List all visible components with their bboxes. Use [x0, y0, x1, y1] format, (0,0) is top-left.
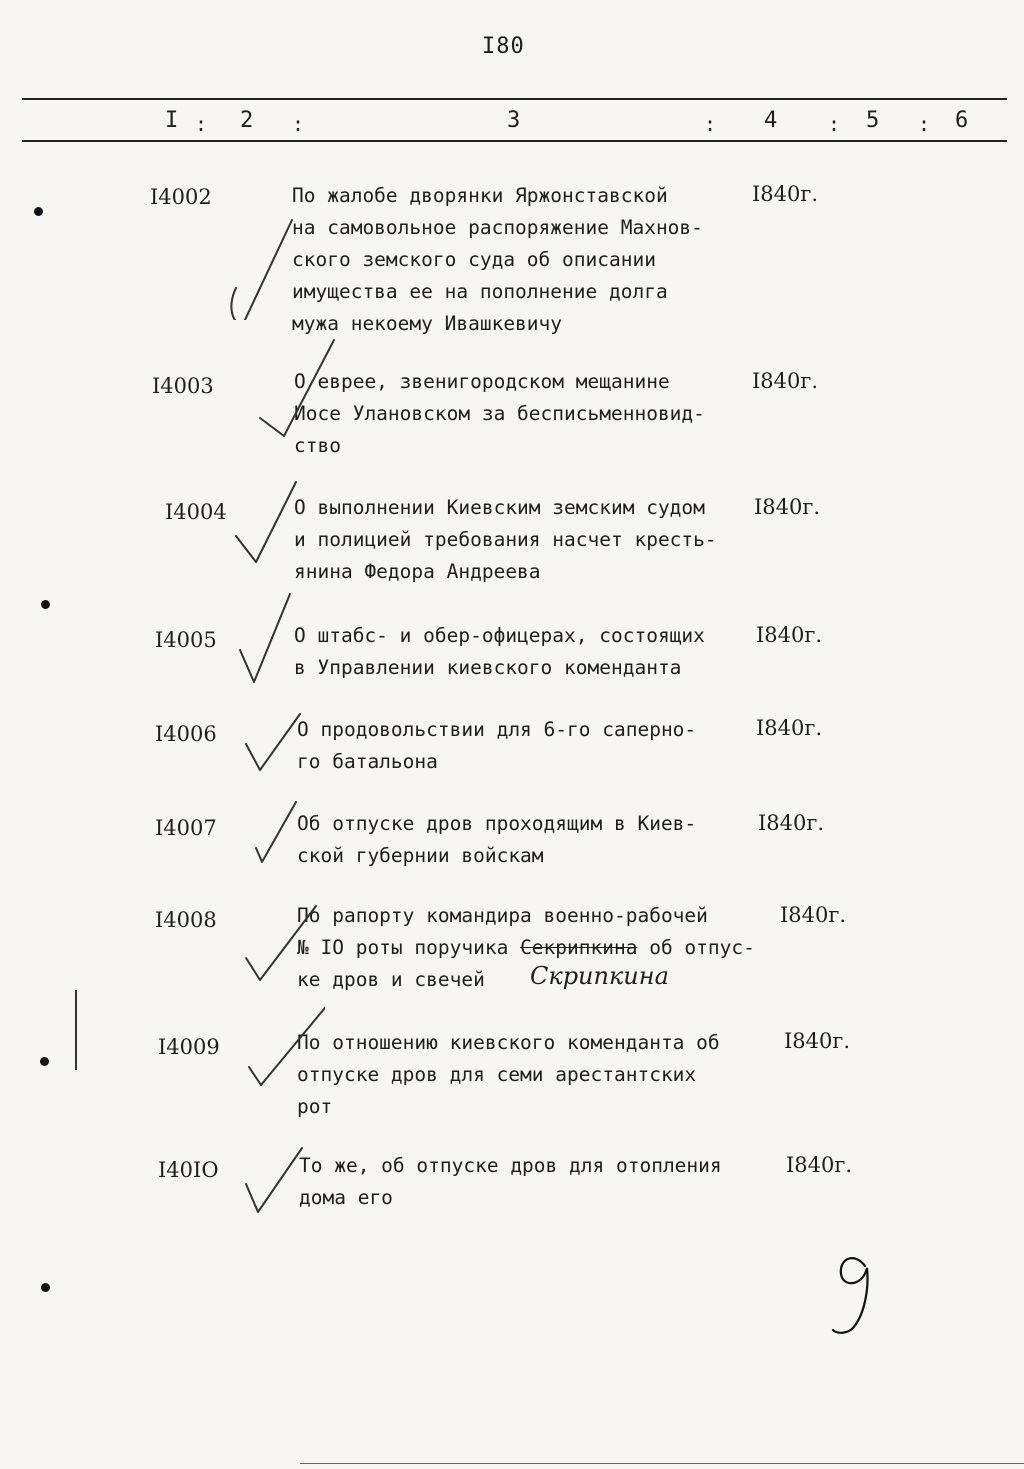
title-line: ской губернии войскам: [297, 844, 544, 867]
case-title: [294, 492, 717, 588]
title-line: го батальона: [297, 750, 438, 773]
title-line: янина Федора Андреева: [294, 560, 541, 583]
case-number: I4005: [155, 628, 217, 652]
column-header-5: 5: [866, 108, 880, 133]
title-line: То же, об отпуске дров для отопления: [299, 1154, 722, 1177]
title-line: О выполнении Киевским земским судом: [294, 496, 705, 519]
page-number: I80: [482, 34, 525, 59]
title-line: Иосе Улановском за бесписьменновид-: [294, 402, 705, 425]
title-line: дома его: [299, 1186, 393, 1209]
column-header-4: 4: [764, 108, 778, 133]
case-year: I840г.: [756, 623, 823, 647]
title-line: ского земского суда об описании: [292, 248, 656, 271]
column-separator: :: [918, 112, 931, 136]
case-year: I840г.: [784, 1029, 851, 1053]
handwritten-correction: Скрипкина: [530, 962, 669, 990]
title-line: ство: [294, 434, 341, 457]
case-title: [299, 1150, 722, 1214]
title-line: № IО роты поручика Секрипкина об отпус-: [297, 936, 755, 959]
column-separator: :: [292, 112, 305, 136]
title-line: По рапорту командира военно-рабочей: [297, 904, 708, 927]
title-line: имущества ее на пополнение долга: [292, 280, 668, 303]
case-year: I840г.: [756, 716, 823, 740]
column-header-3: 3: [507, 108, 521, 133]
punch-hole: [41, 1283, 50, 1292]
checkmark-icon: [256, 336, 336, 446]
punch-hole: [41, 600, 50, 609]
case-title: [297, 1027, 720, 1123]
case-number: I4003: [152, 374, 214, 398]
title-line: ке дров и свечей: [297, 968, 485, 991]
column-header-1: I: [165, 108, 179, 133]
handwritten-sheet-number-icon: [825, 1248, 885, 1338]
checkmark-icon: [232, 474, 312, 584]
struck-name: Секрипкина: [520, 936, 638, 959]
column-header-6: 6: [955, 108, 969, 133]
margin-mark: [75, 990, 77, 1070]
title-line: рот: [297, 1095, 333, 1118]
case-title: [294, 366, 705, 462]
case-year: I840г.: [754, 495, 821, 519]
case-number: I4006: [155, 722, 217, 746]
punch-hole: [34, 207, 43, 216]
column-separator: :: [828, 112, 841, 136]
case-title: [297, 714, 696, 778]
checkmark-icon: [222, 210, 302, 320]
checkmark-icon: [232, 592, 312, 702]
title-line: в Управлении киевского коменданта: [294, 656, 682, 679]
header-top-rule: [22, 98, 1007, 100]
case-year: I840г.: [780, 903, 847, 927]
title-line: отпуске дров для семи арестантских: [297, 1063, 697, 1086]
column-separator: :: [704, 112, 717, 136]
case-number: I4002: [150, 185, 212, 209]
checkmark-icon: [250, 796, 330, 906]
case-year: I840г.: [786, 1153, 853, 1177]
case-title: [294, 620, 705, 684]
case-number: I4007: [155, 816, 217, 840]
case-number: I4009: [158, 1035, 220, 1059]
case-title: [292, 180, 703, 340]
title-line: О штабс- и обер-офицерах, состоящих: [294, 624, 705, 647]
checkmark-icon: [244, 1146, 324, 1256]
case-year: I840г.: [752, 369, 819, 393]
title-line: О продовольствии для 6-го саперно-: [297, 718, 697, 741]
title-line: О евреe, звенигородском мещанине: [294, 370, 670, 393]
checkmark-icon: [245, 999, 325, 1109]
title-line: мужа некоему Ивашкевичу: [292, 312, 563, 335]
checkmark-icon: [240, 900, 320, 1010]
column-separator: :: [195, 112, 208, 136]
case-title: [297, 808, 696, 872]
title-line: на самовольное распоряжение Махнов-: [292, 216, 703, 239]
title-line: По жалобе дворянки Яржонставской: [292, 184, 668, 207]
case-year: I840г.: [752, 182, 819, 206]
column-header-2: 2: [240, 108, 254, 133]
title-line: По отношению киевского коменданта об: [297, 1031, 720, 1054]
title-line: Об отпуске дров проходящим в Киев-: [297, 812, 697, 835]
bottom-edge-line: [300, 1463, 1024, 1464]
case-number: I4004: [165, 500, 227, 524]
punch-hole: [40, 1057, 49, 1066]
case-title: [297, 900, 755, 996]
header-bottom-rule: [22, 140, 1007, 142]
case-year: I840г.: [758, 811, 825, 835]
case-number: I4008: [155, 908, 217, 932]
case-number: I40IО: [158, 1158, 219, 1182]
title-line: и полицией требования насчет кресть-: [294, 528, 717, 551]
